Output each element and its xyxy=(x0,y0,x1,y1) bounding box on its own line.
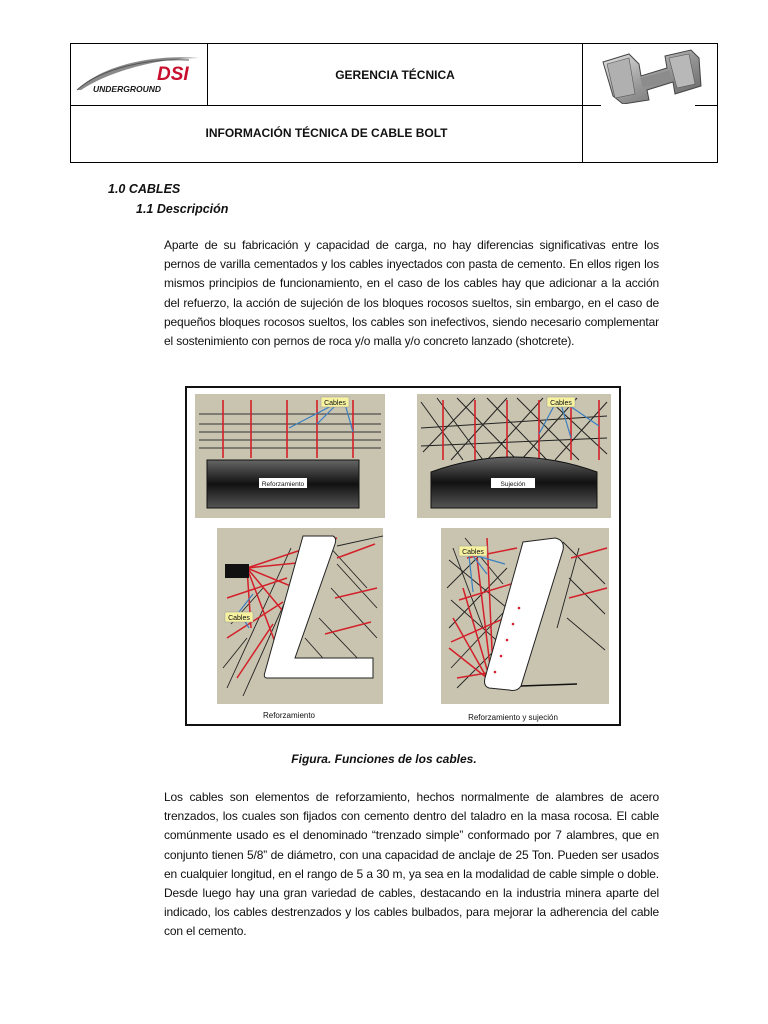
panel-reforzamiento-sujecion-bottom xyxy=(441,528,609,722)
section-title: 1.0 CABLES xyxy=(108,182,181,196)
sujecion-box-label: Sujeción xyxy=(500,481,526,488)
header-divider xyxy=(695,105,717,106)
panel-sujecion-top xyxy=(417,394,611,518)
cables-callout: Cables xyxy=(462,549,484,556)
reforzamiento-box-label: Reforzamiento xyxy=(261,481,305,488)
logo-subtitle: UNDERGROUND xyxy=(93,84,161,94)
panel-reforzamiento-bottom xyxy=(217,528,383,720)
cables-callout: Cables xyxy=(324,400,346,407)
figure-caption: Figura. Funciones de los cables. xyxy=(291,752,477,766)
bottom-left-label: Reforzamiento xyxy=(262,711,316,720)
cables-description-paragraph: Los cables son elementos de reforzamiento, hechos normalmente de alambres de acero trenzados, los cuales son fijados con cemento dentro del taladro en la masa rocosa. El cable comúnmente usado es el denominado “trenzado simple” conformado por 7 alambres, que en conjunto tienen 5/8” de diámetro, con una capacidad de anclaje de 25 Ton. Pueden ser usados en cualquier longitud, en el rango de 5 a 30 m, ya sea en la modalidad de cable simple o doble. Desde luego hay una gran variedad de cables, destacando en la industria minera aparte del indicado, los cables destrenzados y los cables bulbados, para mejorar la adherencia del cable con el cemento. xyxy=(164,790,659,939)
cables-figure-illustration xyxy=(187,388,619,724)
panel-reforzamiento-top xyxy=(195,394,385,518)
cables-figure xyxy=(185,386,621,726)
intro-paragraph: Aparte de su fabricación y capacidad de carga, no hay diferencias significativas entre los pernos de varilla cementados y los cables inyectados con pasta de cemento. En ellos rigen los mismos principios de funcionamiento, en el caso de los cables hay que adicionar a la acción del refuerzo, la acción de sujeción de los bloques rocosos sueltos, sin embargo, en el caso de pequeños bloques rocosos sueltos, los cables son inefectivos, siendo necesario complementar el sostenimiento con pernos de roca y/o malla y/o concreto lanzado (shotcrete). xyxy=(164,238,659,349)
subsection-title: 1.1 Descripción xyxy=(136,202,229,216)
logo-name: DSI xyxy=(157,64,189,85)
cables-callout: Cables xyxy=(550,400,572,407)
h-plate-logo xyxy=(583,46,717,104)
bottom-right-label: Reforzamiento y sujeción xyxy=(468,713,558,722)
dsi-logo xyxy=(71,44,208,106)
cables-callout: Cables xyxy=(228,615,250,622)
document-header xyxy=(70,43,718,163)
document-title: INFORMACIÓN TÉCNICA DE CABLE BOLT xyxy=(205,126,448,140)
department-title: GERENCIA TÉCNICA xyxy=(335,68,455,82)
